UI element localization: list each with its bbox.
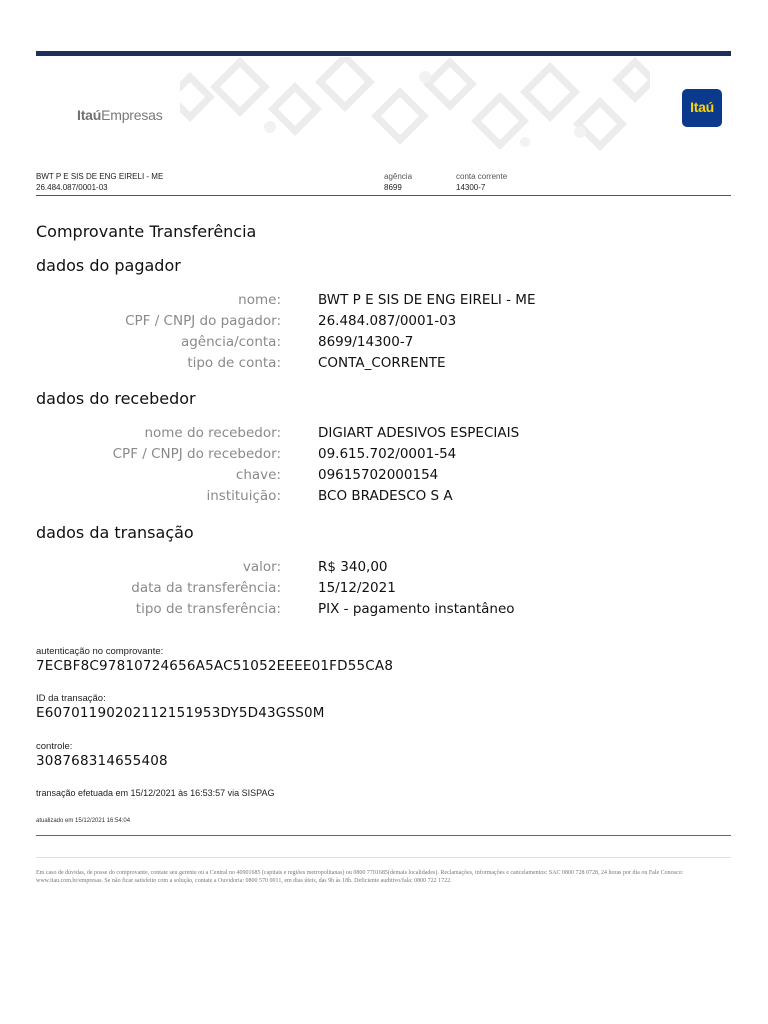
- field-value: 26.484.087/0001-03: [318, 313, 457, 329]
- company-info: [36, 171, 163, 193]
- decorative-pattern: [180, 57, 650, 151]
- payer-row-account-type: [0, 355, 768, 375]
- field-value: BWT P E SIS DE ENG EIRELI - ME: [318, 292, 536, 308]
- field-value: 8699/14300-7: [318, 334, 414, 350]
- field-label: instituição:: [206, 488, 281, 504]
- field-value: BCO BRADESCO S A: [318, 488, 453, 504]
- field-label: CPF / CNPJ do pagador:: [125, 313, 281, 329]
- footer-disclaimer: Em caso de dúvidas, de posse do comprovante, contate seu gerente ou a Central no 40901685 (capitais e regiões metropolitanas) ou 0800 7701685(demais localidades). Reclamações, informações e cancelamentos: SAC 0800 728 0728, 24 horas por dia ou Fale Conosco: www.itau.com.br/empresas. Se não ficar satisfeito com a solução, contate a Ouvidoria: 0800 570 0011, em dias úteis, das 9h às 18h. Deficiente auditivo/fala: 0800 722 1722.: [36, 870, 684, 884]
- field-value: 09.615.702/0001-54: [318, 446, 457, 462]
- divider: [36, 195, 731, 196]
- payer-heading: dados do pagador: [36, 256, 181, 275]
- field-label: nome:: [238, 292, 281, 308]
- execution-note: transação efetuada em 15/12/2021 às 16:53:57 via SISPAG: [36, 788, 275, 798]
- receiver-row-institution: [0, 488, 768, 508]
- agency-info: [384, 171, 412, 193]
- field-label: tipo de transferência:: [135, 601, 281, 617]
- company-name: BWT P E SIS DE ENG EIRELI - ME: [36, 172, 164, 181]
- field-value: CONTA_CORRENTE: [318, 355, 446, 371]
- auth-code: 7ECBF8C97810724656A5AC51052EEEE01FD55CA8: [36, 658, 394, 674]
- txid-label: ID da transação:: [36, 693, 106, 704]
- itau-empresas-brand: ItaúEmpresas: [77, 107, 163, 123]
- field-label: valor:: [242, 559, 281, 575]
- txid-value: E60701190202112151953DY5D43GSS0M: [36, 705, 325, 721]
- account-info: [456, 171, 507, 193]
- field-label: chave:: [235, 467, 281, 483]
- payer-row-account: [0, 334, 768, 354]
- page-title: Comprovante Transferência: [36, 222, 257, 241]
- receiver-row-cnpj: [0, 446, 768, 466]
- transaction-row-value: [0, 559, 768, 579]
- account-value: 14300-7: [456, 183, 486, 192]
- transaction-row-type: [0, 601, 768, 621]
- field-label: nome do recebedor:: [144, 425, 281, 441]
- payer-row-cnpj: [0, 313, 768, 333]
- agency-value: 8699: [384, 183, 402, 192]
- field-label: CPF / CNPJ do recebedor:: [112, 446, 281, 462]
- field-value: 15/12/2021: [318, 580, 396, 596]
- updated-timestamp: atualizado em 15/12/2021 16:54:04: [36, 818, 131, 824]
- agency-label: agência: [384, 172, 413, 181]
- transaction-heading: dados da transação: [36, 523, 194, 542]
- field-label: tipo de conta:: [187, 355, 281, 371]
- company-cnpj: 26.484.087/0001-03: [36, 183, 108, 192]
- control-label: controle:: [36, 741, 73, 752]
- account-label: conta corrente: [456, 172, 508, 181]
- divider: [36, 857, 731, 858]
- receiver-row-name: [0, 425, 768, 445]
- itau-logo: Itaú: [682, 89, 722, 127]
- receiver-row-key: [0, 467, 768, 487]
- field-value: R$ 340,00: [318, 559, 388, 575]
- receiver-heading: dados do recebedor: [36, 389, 196, 408]
- field-value: PIX - pagamento instantâneo: [318, 601, 515, 617]
- payer-row-name: [0, 292, 768, 312]
- auth-label: autenticação no comprovante:: [36, 646, 164, 657]
- field-value: 09615702000154: [318, 467, 439, 483]
- header-bar: [36, 51, 731, 56]
- divider: [36, 835, 731, 836]
- field-label: data da transferência:: [131, 580, 281, 596]
- field-value: DIGIART ADESIVOS ESPECIAIS: [318, 425, 520, 441]
- control-value: 308768314655408: [36, 753, 168, 769]
- field-label: agência/conta:: [180, 334, 281, 350]
- transaction-row-date: [0, 580, 768, 600]
